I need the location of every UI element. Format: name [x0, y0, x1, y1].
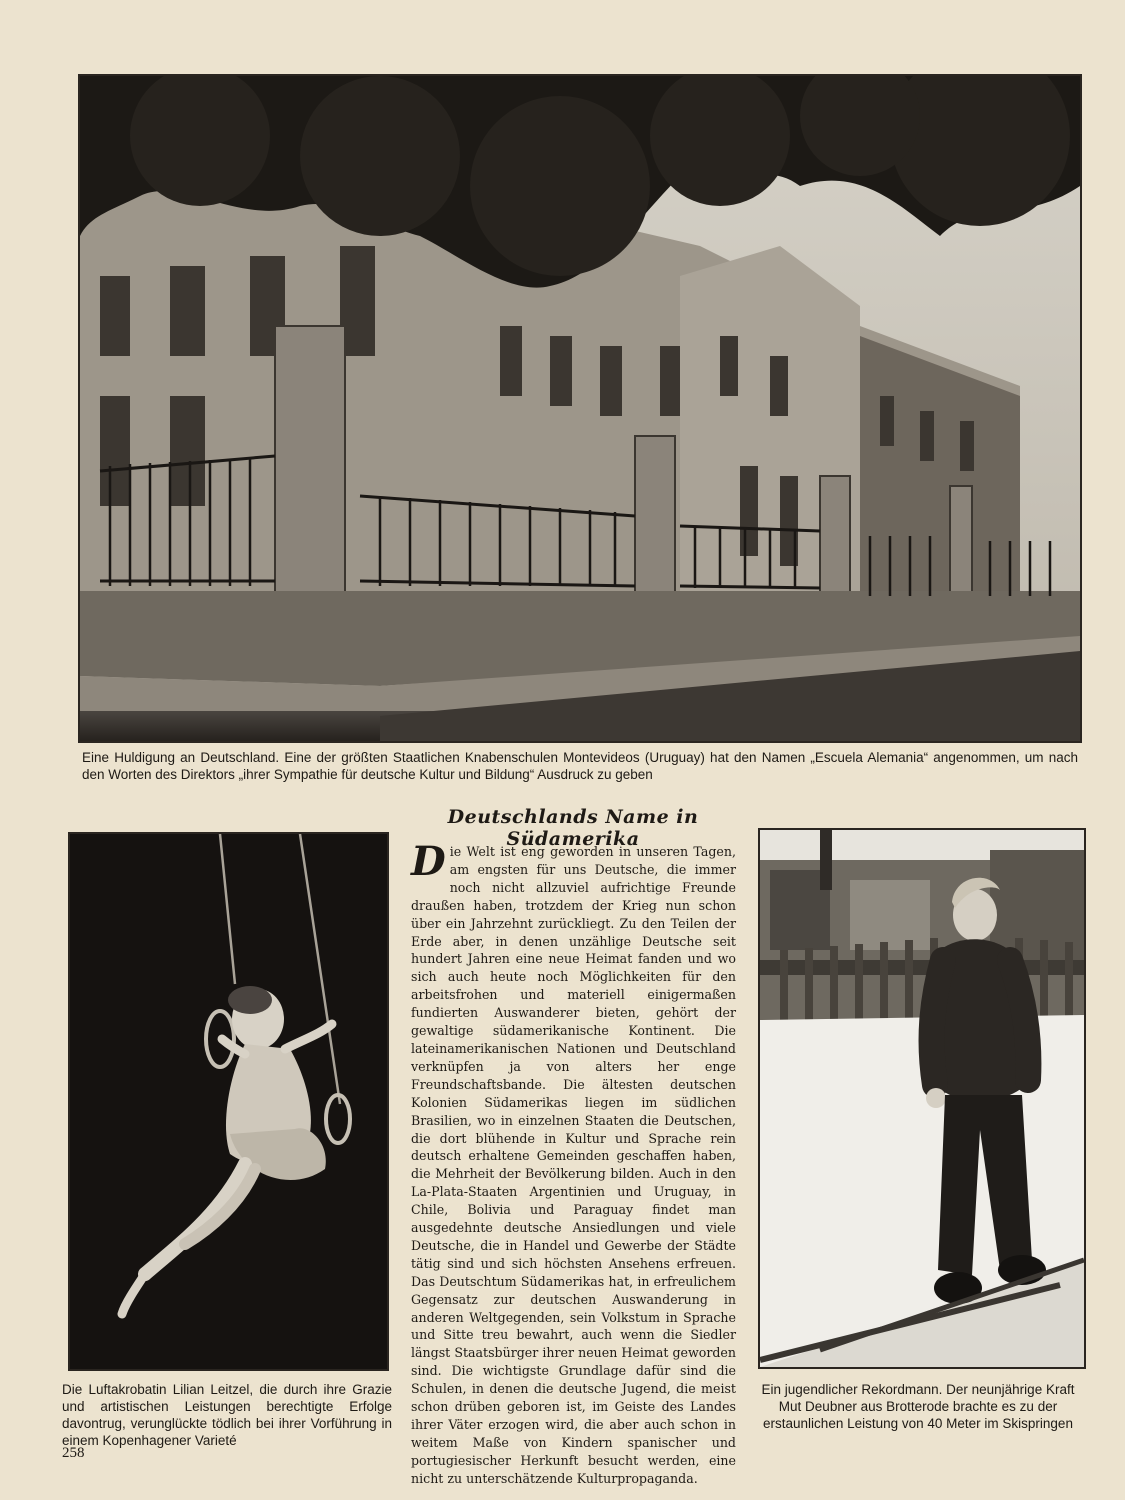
page-number: 258	[62, 1445, 85, 1461]
article-dropcap: D	[411, 838, 446, 885]
aerial-acrobat-photo	[70, 834, 387, 1369]
left-photo-caption: Die Luftakrobatin Lilian Leitzel, die durch ihre Grazie und artistischen Leistungen berechtigte Erfolge davontrug, verunglückte tödlich bei ihrer Vorführung in einem Kopenhagener Varieté	[62, 1382, 392, 1448]
article-body: ie Welt ist eng geworden in unseren Tagen, am engsten für uns Deutsche, die immer noch nicht allzuviel aufrichtige Freunde draußen haben, trotzdem der Krieg nun schon über ein Jahrzehnt zurückliegt. Zu den Teilen der Erde aber, in denen unzählige Deutsche seit hundert Jahren eine neue Heimat fanden und wo sich auch heute noch Möglichkeiten für den arbeitsfrohen und materiell einigermaßen fundierten Auswanderer bieten, gehört der gewaltige südamerikanische Kontinent. Die lateinamerikanischen Nationen und Deutschland verknüpfen ja von alters her enge Freundschaftsbande. Die ältesten deutschen Kolonien Südamerikas liegen im südlichen Brasilien, wo in einzelnen Staaten die Deutschen, die dort blühende in Kultur und Sprache rein deutsch erhaltene Gemeinden geschaffen haben, die Mehrheit der Bevölkerung bilden. Auch in den La-Plata-Staaten Argentinien und Uruguay, in Chile, Bolivia und Paraguay findet man ausgedehnte deutsche Ansiedlungen und viele Deutsche, die in Handel und Gewerbe der Städte tätig sind und sich höchsten Ansehens erfreuen. Das Deutschtum Südamerikas hat, in erfreulichem Gegensatz zur deutschen Auswanderung in anderen Weltgegenden, sein Volkstum in Sprache und Sitte treu bewahrt, auch wenn die Siedler längst Staatsbürger ihrer neuen Heimat geworden sind. Die wichtigste Grundlage dafür sind die Schulen, in denen die deutsche Jugend, die meist schon drüben geboren ist, im Geiste des Landes ihrer Väter erzogen wird, die aber auch schon in weitem Maße von Kindern spanischer und portugiesischer Herkunft besucht werden, eine nicht zu unterschätzende Kulturpropaganda.	[411, 844, 736, 1486]
top-photo	[78, 74, 1082, 743]
school-building-photo	[80, 76, 1080, 741]
left-photo	[68, 832, 389, 1371]
right-photo-caption: Ein jugendlicher Rekordmann. Der neunjährige Kraft Mut Deubner aus Brotterode brachte es zu der erstaunlichen Leistung von 40 Meter im Skispringen	[761, 1382, 1075, 1431]
right-photo	[758, 828, 1086, 1369]
boy-on-skis-photo	[760, 830, 1084, 1367]
top-photo-caption: Eine Huldigung an Deutschland. Eine der größten Staatlichen Knabenschulen Montevideos (Uruguay) hat den Namen „Escuela Alemania“ angenommen, um nach den Worten des Direktors „ihrer Sympathie für deutsche Kultur und Bildung“ Ausdruck zu geben	[82, 750, 1078, 782]
article-title: Deutschlands Name in Südamerika	[447, 806, 699, 850]
article-body-block	[411, 838, 736, 1488]
